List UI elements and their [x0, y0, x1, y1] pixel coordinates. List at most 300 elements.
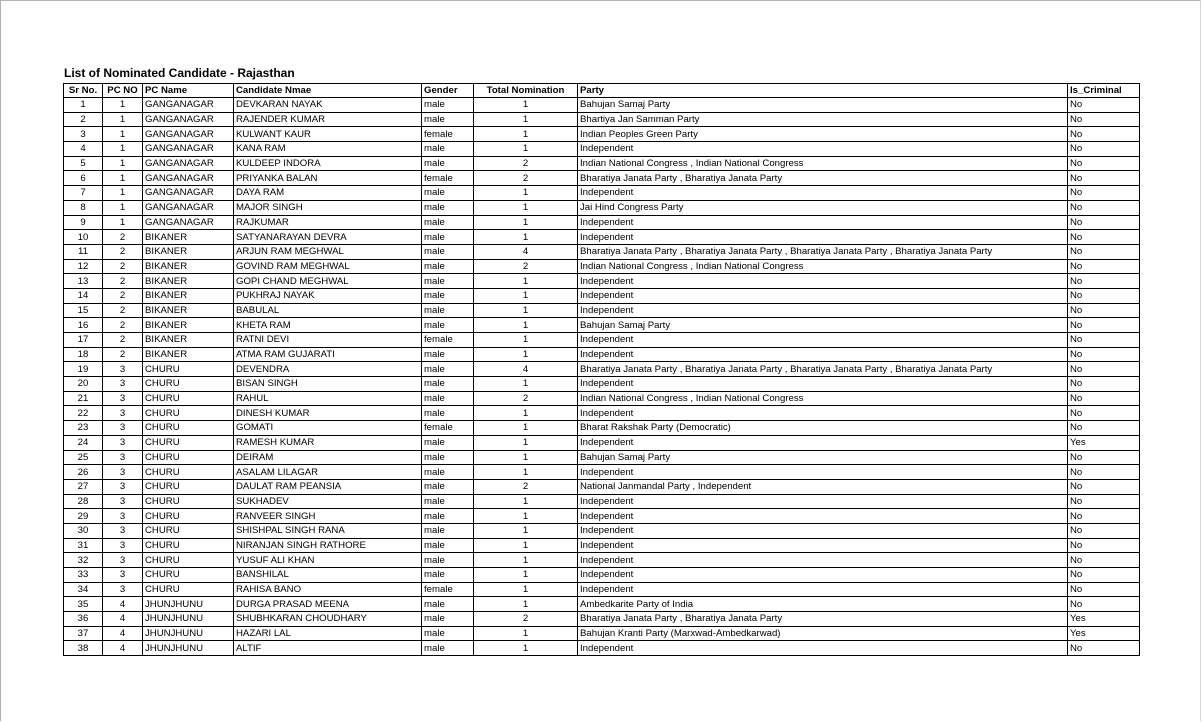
pc-name-cell: BIKANER [143, 333, 234, 348]
gender-cell: male [422, 98, 474, 113]
gender-cell: male [422, 347, 474, 362]
pc-no-cell: 4 [103, 641, 143, 656]
candidate-name-cell: GOVIND RAM MEGHWAL [234, 259, 422, 274]
is-criminal-cell: No [1068, 333, 1140, 348]
total-nomination-cell: 1 [474, 215, 578, 230]
sr-no-cell: 35 [64, 597, 103, 612]
table-row [64, 112, 1140, 127]
is-criminal-cell: No [1068, 347, 1140, 362]
is-criminal-cell: No [1068, 156, 1140, 171]
sr-no-cell: 13 [64, 274, 103, 289]
gender-cell: male [422, 479, 474, 494]
is-criminal-cell: No [1068, 450, 1140, 465]
candidate-name-cell: DEVKARAN NAYAK [234, 98, 422, 113]
table-row [64, 494, 1140, 509]
candidate-name-cell: YUSUF ALI KHAN [234, 553, 422, 568]
total-nomination-cell: 1 [474, 377, 578, 392]
gender-cell: male [422, 406, 474, 421]
party-cell: Independent [578, 641, 1068, 656]
party-cell: Independent [578, 303, 1068, 318]
pc-no-cell: 3 [103, 435, 143, 450]
is-criminal-cell: No [1068, 318, 1140, 333]
party-cell: Indian National Congress , Indian National Congress [578, 156, 1068, 171]
is-criminal-cell: No [1068, 127, 1140, 142]
sr-no-cell: 34 [64, 582, 103, 597]
is-criminal-cell: No [1068, 98, 1140, 113]
pc-name-cell: CHURU [143, 377, 234, 392]
pc-no-cell: 3 [103, 568, 143, 583]
candidate-name-cell: SUKHADEV [234, 494, 422, 509]
total-nomination-cell: 1 [474, 582, 578, 597]
is-criminal-cell: No [1068, 142, 1140, 157]
sr-no-cell: 31 [64, 538, 103, 553]
candidate-name-cell: RANVEER SINGH [234, 509, 422, 524]
pc-name-cell: BIKANER [143, 318, 234, 333]
sr-no-cell: 11 [64, 244, 103, 259]
sr-no-cell: 5 [64, 156, 103, 171]
sr-no-cell: 32 [64, 553, 103, 568]
table-row [64, 538, 1140, 553]
party-cell: Bahujan Samaj Party [578, 318, 1068, 333]
is-criminal-cell: No [1068, 186, 1140, 201]
candidates-table [63, 83, 1140, 656]
table-row [64, 171, 1140, 186]
total-nomination-cell: 1 [474, 421, 578, 436]
is-criminal-cell: Yes [1068, 435, 1140, 450]
pc-name-cell: CHURU [143, 494, 234, 509]
pc-no-cell: 1 [103, 98, 143, 113]
gender-cell: male [422, 597, 474, 612]
pc-no-cell: 2 [103, 347, 143, 362]
party-cell: Independent [578, 509, 1068, 524]
total-nomination-cell: 1 [474, 333, 578, 348]
pc-name-cell: GANGANAGAR [143, 98, 234, 113]
total-nomination-cell: 1 [474, 200, 578, 215]
pc-no-cell: 1 [103, 215, 143, 230]
gender-cell: male [422, 156, 474, 171]
pc-name-cell: GANGANAGAR [143, 127, 234, 142]
is-criminal-cell: No [1068, 274, 1140, 289]
candidate-name-cell: DAYA RAM [234, 186, 422, 201]
pc-no-cell: 1 [103, 142, 143, 157]
party-cell: Indian National Congress , Indian National Congress [578, 259, 1068, 274]
sr-no-cell: 33 [64, 568, 103, 583]
pc-no-cell: 3 [103, 406, 143, 421]
candidate-name-cell: BISAN SINGH [234, 377, 422, 392]
sr-no-cell: 7 [64, 186, 103, 201]
pc-no-cell: 2 [103, 333, 143, 348]
party-cell: Independent [578, 347, 1068, 362]
gender-cell: male [422, 244, 474, 259]
pc-no-cell: 3 [103, 362, 143, 377]
pc-no-cell: 3 [103, 421, 143, 436]
party-cell: Independent [578, 568, 1068, 583]
pc-name-cell: JHUNJHUNU [143, 612, 234, 627]
sr-no-cell: 23 [64, 421, 103, 436]
total-nomination-cell: 1 [474, 127, 578, 142]
candidate-name-cell: RAMESH KUMAR [234, 435, 422, 450]
is-criminal-cell: No [1068, 553, 1140, 568]
sr-no-cell: 8 [64, 200, 103, 215]
is-criminal-cell: No [1068, 244, 1140, 259]
table-row [64, 421, 1140, 436]
table-row [64, 200, 1140, 215]
pc-name-cell: CHURU [143, 362, 234, 377]
total-nomination-cell: 1 [474, 186, 578, 201]
candidate-name-cell: HAZARI LAL [234, 626, 422, 641]
party-cell: Independent [578, 215, 1068, 230]
table-row [64, 230, 1140, 245]
candidate-name-cell: ASALAM LILAGAR [234, 465, 422, 480]
candidate-name-cell: DEVENDRA [234, 362, 422, 377]
pc-no-cell: 2 [103, 274, 143, 289]
party-cell: Independent [578, 435, 1068, 450]
table-row [64, 274, 1140, 289]
table-row [64, 553, 1140, 568]
pc-name-cell: CHURU [143, 450, 234, 465]
table-row [64, 142, 1140, 157]
party-cell: Bharatiya Janata Party , Bharatiya Janata Party [578, 612, 1068, 627]
candidate-name-cell: DURGA PRASAD MEENA [234, 597, 422, 612]
table-row [64, 597, 1140, 612]
table-row [64, 127, 1140, 142]
sr-no-cell: 21 [64, 391, 103, 406]
pc-name-cell: CHURU [143, 538, 234, 553]
table-row [64, 626, 1140, 641]
pc-name-cell: GANGANAGAR [143, 171, 234, 186]
gender-cell: female [422, 171, 474, 186]
sr-no-cell: 15 [64, 303, 103, 318]
sr-no-cell: 27 [64, 479, 103, 494]
sr-no-cell: 19 [64, 362, 103, 377]
total-nomination-cell: 1 [474, 568, 578, 583]
total-nomination-cell: 2 [474, 391, 578, 406]
pc-no-cell: 1 [103, 127, 143, 142]
candidate-name-cell: DINESH KUMAR [234, 406, 422, 421]
col-header-sr-no: Sr No. [64, 84, 103, 98]
table-row [64, 435, 1140, 450]
total-nomination-cell: 1 [474, 538, 578, 553]
sr-no-cell: 22 [64, 406, 103, 421]
candidate-name-cell: PUKHRAJ NAYAK [234, 288, 422, 303]
party-cell: Independent [578, 538, 1068, 553]
is-criminal-cell: No [1068, 377, 1140, 392]
total-nomination-cell: 4 [474, 244, 578, 259]
total-nomination-cell: 1 [474, 230, 578, 245]
pc-no-cell: 3 [103, 465, 143, 480]
party-cell: Bahujan Kranti Party (Marxwad-Ambedkarwad) [578, 626, 1068, 641]
gender-cell: male [422, 626, 474, 641]
is-criminal-cell: No [1068, 568, 1140, 583]
total-nomination-cell: 1 [474, 641, 578, 656]
gender-cell: male [422, 215, 474, 230]
pc-name-cell: JHUNJHUNU [143, 626, 234, 641]
total-nomination-cell: 1 [474, 406, 578, 421]
pc-name-cell: BIKANER [143, 303, 234, 318]
candidate-name-cell: PRIYANKA BALAN [234, 171, 422, 186]
pc-name-cell: CHURU [143, 582, 234, 597]
sr-no-cell: 20 [64, 377, 103, 392]
pc-name-cell: BIKANER [143, 274, 234, 289]
sr-no-cell: 10 [64, 230, 103, 245]
total-nomination-cell: 1 [474, 303, 578, 318]
pc-no-cell: 3 [103, 582, 143, 597]
gender-cell: female [422, 333, 474, 348]
is-criminal-cell: No [1068, 582, 1140, 597]
pc-no-cell: 1 [103, 200, 143, 215]
pc-name-cell: CHURU [143, 509, 234, 524]
table-row [64, 98, 1140, 113]
total-nomination-cell: 1 [474, 98, 578, 113]
gender-cell: male [422, 303, 474, 318]
pc-name-cell: BIKANER [143, 347, 234, 362]
total-nomination-cell: 4 [474, 362, 578, 377]
candidate-name-cell: ARJUN RAM MEGHWAL [234, 244, 422, 259]
sr-no-cell: 12 [64, 259, 103, 274]
is-criminal-cell: No [1068, 523, 1140, 538]
gender-cell: male [422, 391, 474, 406]
party-cell: Indian National Congress , Indian National Congress [578, 391, 1068, 406]
pc-no-cell: 2 [103, 303, 143, 318]
is-criminal-cell: No [1068, 494, 1140, 509]
candidate-name-cell: DAULAT RAM PEANSIA [234, 479, 422, 494]
pc-name-cell: CHURU [143, 479, 234, 494]
table-row [64, 612, 1140, 627]
pc-name-cell: CHURU [143, 406, 234, 421]
gender-cell: male [422, 494, 474, 509]
total-nomination-cell: 1 [474, 465, 578, 480]
pc-name-cell: GANGANAGAR [143, 186, 234, 201]
table-row [64, 318, 1140, 333]
total-nomination-cell: 1 [474, 288, 578, 303]
total-nomination-cell: 2 [474, 479, 578, 494]
gender-cell: male [422, 523, 474, 538]
gender-cell: female [422, 582, 474, 597]
candidate-name-cell: KHETA RAM [234, 318, 422, 333]
table-row [64, 186, 1140, 201]
sr-no-cell: 38 [64, 641, 103, 656]
party-cell: Independent [578, 406, 1068, 421]
total-nomination-cell: 1 [474, 318, 578, 333]
gender-cell: male [422, 377, 474, 392]
total-nomination-cell: 1 [474, 112, 578, 127]
total-nomination-cell: 1 [474, 435, 578, 450]
gender-cell: male [422, 450, 474, 465]
total-nomination-cell: 1 [474, 553, 578, 568]
table-row [64, 288, 1140, 303]
col-header-total-nomination: Total Nomination [474, 84, 578, 98]
is-criminal-cell: No [1068, 391, 1140, 406]
pc-name-cell: BIKANER [143, 244, 234, 259]
sr-no-cell: 2 [64, 112, 103, 127]
pc-no-cell: 2 [103, 318, 143, 333]
sr-no-cell: 29 [64, 509, 103, 524]
sr-no-cell: 36 [64, 612, 103, 627]
party-cell: Bharat Rakshak Party (Democratic) [578, 421, 1068, 436]
pc-no-cell: 3 [103, 553, 143, 568]
is-criminal-cell: Yes [1068, 626, 1140, 641]
pc-no-cell: 1 [103, 171, 143, 186]
sr-no-cell: 37 [64, 626, 103, 641]
pc-no-cell: 3 [103, 391, 143, 406]
pc-no-cell: 3 [103, 509, 143, 524]
table-row [64, 509, 1140, 524]
col-header-party: Party [578, 84, 1068, 98]
pc-no-cell: 3 [103, 450, 143, 465]
party-cell: Ambedkarite Party of India [578, 597, 1068, 612]
is-criminal-cell: No [1068, 230, 1140, 245]
pc-no-cell: 4 [103, 626, 143, 641]
gender-cell: male [422, 200, 474, 215]
sr-no-cell: 3 [64, 127, 103, 142]
table-row [64, 479, 1140, 494]
total-nomination-cell: 1 [474, 450, 578, 465]
pc-no-cell: 3 [103, 479, 143, 494]
gender-cell: male [422, 465, 474, 480]
table-row [64, 333, 1140, 348]
candidate-name-cell: RAJKUMAR [234, 215, 422, 230]
pc-no-cell: 2 [103, 288, 143, 303]
pc-no-cell: 2 [103, 230, 143, 245]
col-header-pc-no: PC NO [103, 84, 143, 98]
gender-cell: male [422, 274, 474, 289]
gender-cell: male [422, 509, 474, 524]
sr-no-cell: 9 [64, 215, 103, 230]
table-row [64, 568, 1140, 583]
pc-name-cell: BIKANER [143, 259, 234, 274]
pc-no-cell: 2 [103, 259, 143, 274]
sr-no-cell: 26 [64, 465, 103, 480]
sr-no-cell: 28 [64, 494, 103, 509]
sr-no-cell: 17 [64, 333, 103, 348]
party-cell: Independent [578, 582, 1068, 597]
candidate-name-cell: BABULAL [234, 303, 422, 318]
candidate-name-cell: GOPI CHAND MEGHWAL [234, 274, 422, 289]
sr-no-cell: 24 [64, 435, 103, 450]
party-cell: Independent [578, 230, 1068, 245]
total-nomination-cell: 2 [474, 259, 578, 274]
is-criminal-cell: No [1068, 479, 1140, 494]
candidate-name-cell: KULDEEP INDORA [234, 156, 422, 171]
candidate-name-cell: SHISHPAL SINGH RANA [234, 523, 422, 538]
table-row [64, 244, 1140, 259]
pc-name-cell: CHURU [143, 421, 234, 436]
candidate-name-cell: GOMATI [234, 421, 422, 436]
candidate-name-cell: KANA RAM [234, 142, 422, 157]
pc-no-cell: 4 [103, 612, 143, 627]
table-row [64, 362, 1140, 377]
sr-no-cell: 18 [64, 347, 103, 362]
is-criminal-cell: No [1068, 288, 1140, 303]
candidate-name-cell: RATNI DEVI [234, 333, 422, 348]
col-header-pc-name: PC Name [143, 84, 234, 98]
party-cell: Bharatiya Janata Party , Bharatiya Janata Party , Bharatiya Janata Party , Bharatiya Janata Party [578, 362, 1068, 377]
party-cell: Independent [578, 465, 1068, 480]
pc-name-cell: CHURU [143, 435, 234, 450]
col-header-candidate-name: Candidate Nmae [234, 84, 422, 98]
total-nomination-cell: 1 [474, 142, 578, 157]
pc-no-cell: 1 [103, 186, 143, 201]
party-cell: Bahujan Samaj Party [578, 98, 1068, 113]
is-criminal-cell: No [1068, 259, 1140, 274]
pc-no-cell: 1 [103, 156, 143, 171]
party-cell: Independent [578, 274, 1068, 289]
pc-no-cell: 3 [103, 494, 143, 509]
table-row [64, 450, 1140, 465]
gender-cell: male [422, 553, 474, 568]
pc-name-cell: CHURU [143, 465, 234, 480]
candidate-name-cell: BANSHILAL [234, 568, 422, 583]
total-nomination-cell: 1 [474, 509, 578, 524]
pc-name-cell: CHURU [143, 568, 234, 583]
is-criminal-cell: No [1068, 641, 1140, 656]
pc-no-cell: 1 [103, 112, 143, 127]
gender-cell: female [422, 127, 474, 142]
is-criminal-cell: No [1068, 406, 1140, 421]
party-cell: Independent [578, 288, 1068, 303]
party-cell: Independent [578, 142, 1068, 157]
pc-no-cell: 3 [103, 377, 143, 392]
gender-cell: male [422, 259, 474, 274]
candidate-name-cell: ALTIF [234, 641, 422, 656]
table-row [64, 391, 1140, 406]
is-criminal-cell: No [1068, 538, 1140, 553]
total-nomination-cell: 1 [474, 597, 578, 612]
pc-name-cell: GANGANAGAR [143, 200, 234, 215]
gender-cell: male [422, 362, 474, 377]
sr-no-cell: 4 [64, 142, 103, 157]
candidate-name-cell: ATMA RAM GUJARATI [234, 347, 422, 362]
gender-cell: male [422, 435, 474, 450]
table-row [64, 641, 1140, 656]
party-cell: Independent [578, 523, 1068, 538]
document-title: List of Nominated Candidate - Rajasthan [64, 66, 295, 80]
is-criminal-cell: No [1068, 303, 1140, 318]
table-row [64, 215, 1140, 230]
table-row [64, 347, 1140, 362]
pc-name-cell: GANGANAGAR [143, 112, 234, 127]
candidate-name-cell: KULWANT KAUR [234, 127, 422, 142]
is-criminal-cell: No [1068, 362, 1140, 377]
gender-cell: male [422, 230, 474, 245]
is-criminal-cell: No [1068, 509, 1140, 524]
pc-name-cell: CHURU [143, 553, 234, 568]
total-nomination-cell: 1 [474, 626, 578, 641]
candidate-name-cell: SATYANARAYAN DEVRA [234, 230, 422, 245]
party-cell: Bhartiya Jan Samman Party [578, 112, 1068, 127]
pc-name-cell: JHUNJHUNU [143, 597, 234, 612]
candidate-name-cell: NIRANJAN SINGH RATHORE [234, 538, 422, 553]
is-criminal-cell: Yes [1068, 612, 1140, 627]
candidate-name-cell: DEIRAM [234, 450, 422, 465]
sr-no-cell: 25 [64, 450, 103, 465]
pc-name-cell: BIKANER [143, 230, 234, 245]
candidate-name-cell: SHUBHKARAN CHOUDHARY [234, 612, 422, 627]
sr-no-cell: 1 [64, 98, 103, 113]
table-row [64, 582, 1140, 597]
table-row [64, 465, 1140, 480]
table-row [64, 303, 1140, 318]
pc-name-cell: CHURU [143, 523, 234, 538]
party-cell: Independent [578, 333, 1068, 348]
pc-no-cell: 3 [103, 523, 143, 538]
is-criminal-cell: No [1068, 112, 1140, 127]
total-nomination-cell: 1 [474, 494, 578, 509]
total-nomination-cell: 1 [474, 274, 578, 289]
candidate-name-cell: RAHISA BANO [234, 582, 422, 597]
is-criminal-cell: No [1068, 597, 1140, 612]
candidate-name-cell: MAJOR SINGH [234, 200, 422, 215]
